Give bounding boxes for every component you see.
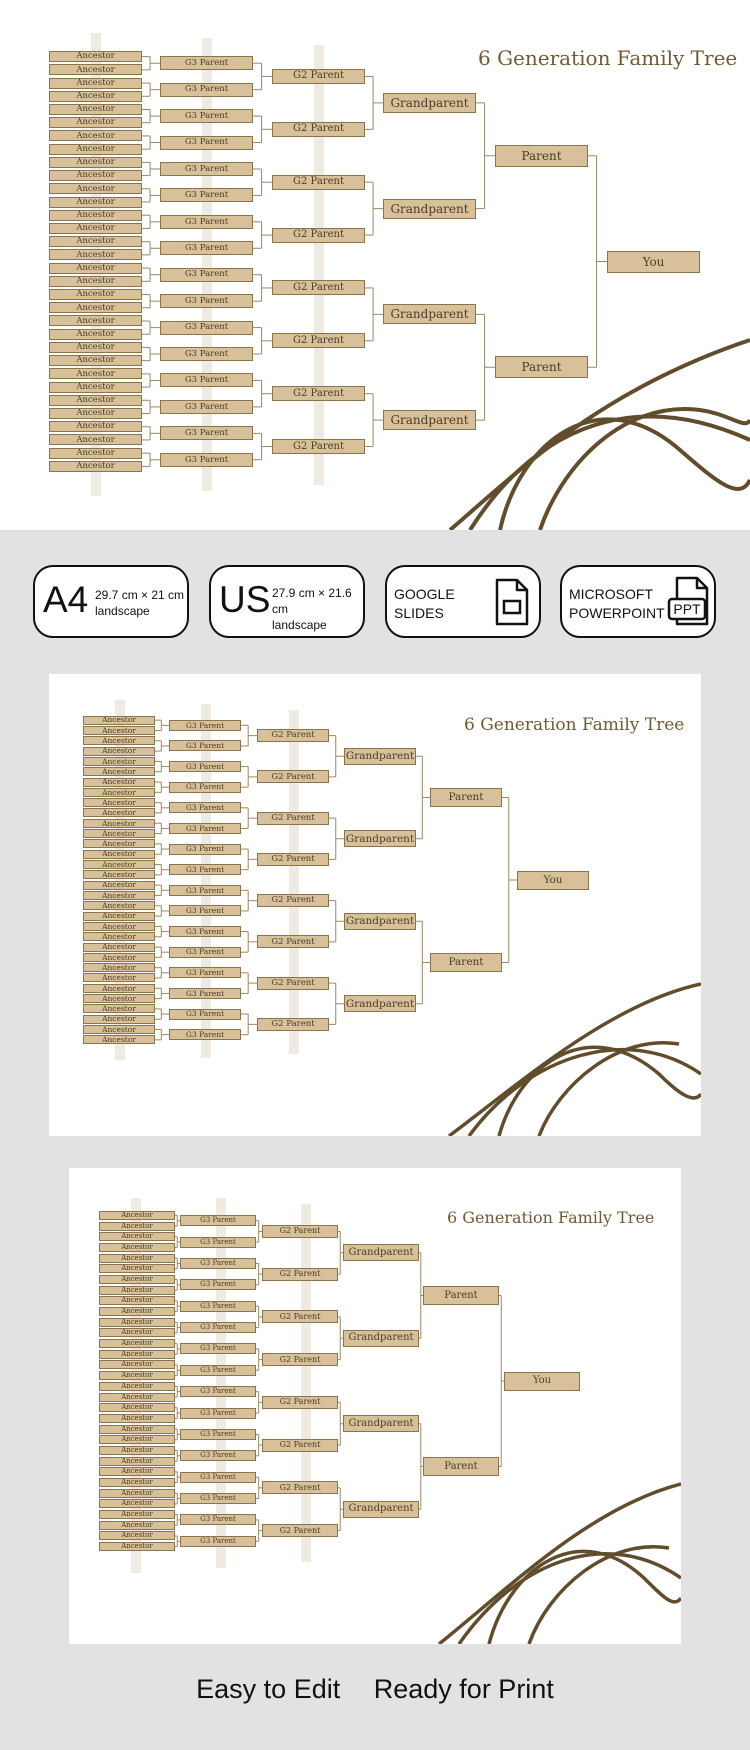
tree-node-ancestor: Ancestor [83, 860, 155, 869]
ppt-label-line2: POWERPOINT [569, 604, 665, 621]
tree-node-g3: G3 Parent [169, 864, 241, 875]
tree-node-ancestor: Ancestor [49, 78, 142, 89]
tree-node-ancestor: Ancestor [49, 395, 142, 406]
tree-node-grandparent: Grandparent [383, 199, 476, 219]
tree-node-ancestor: Ancestor [49, 421, 142, 432]
tree-node-you: You [607, 251, 700, 273]
tree-node-ancestor: Ancestor [49, 434, 142, 445]
tree-node-ancestor: Ancestor [49, 276, 142, 287]
tree-node-grandparent: Grandparent [343, 1501, 419, 1518]
hero-family-tree-preview [0, 0, 750, 530]
footer-ready-for-print: Ready for Print [373, 1674, 554, 1704]
tree-node-ancestor: Ancestor [99, 1542, 175, 1551]
tree-node-you: You [517, 871, 589, 890]
tree-node-g3: G3 Parent [160, 400, 253, 414]
tree-node-ancestor: Ancestor [99, 1307, 175, 1316]
tree-node-parent: Parent [495, 145, 588, 167]
tree-node-g2: G2 Parent [257, 894, 329, 907]
tree-node-grandparent: Grandparent [383, 304, 476, 324]
us-dimensions: 27.9 cm × 21.6 cm [272, 586, 352, 617]
tree-node-g2: G2 Parent [257, 770, 329, 783]
us-details [272, 585, 363, 634]
tree-node-g3: G3 Parent [160, 162, 253, 176]
tree-node-ancestor: Ancestor [83, 778, 155, 787]
tree-node-ancestor: Ancestor [83, 788, 155, 797]
tree-node-ancestor: Ancestor [83, 912, 155, 921]
tree-title: 6 Generation Family Tree [447, 1208, 655, 1227]
tree-node-ancestor: Ancestor [99, 1360, 175, 1369]
tree-title: 6 Generation Family Tree [478, 46, 738, 70]
tree-node-g2: G2 Parent [272, 280, 365, 295]
tree-node-g3: G3 Parent [180, 1536, 256, 1547]
tree-node-ancestor: Ancestor [49, 329, 142, 340]
tree-node-ancestor: Ancestor [49, 408, 142, 419]
us-format-badge [209, 565, 365, 638]
footer-taglines [0, 1674, 750, 1705]
tree-node-ancestor: Ancestor [83, 716, 155, 725]
tree-node-g3: G3 Parent [180, 1493, 256, 1504]
tree-node-g2: G2 Parent [262, 1353, 338, 1366]
tree-node-ancestor: Ancestor [83, 726, 155, 735]
tree-node-g3: G3 Parent [180, 1322, 256, 1333]
tree-node-ancestor: Ancestor [83, 932, 155, 941]
tree-node-ancestor: Ancestor [49, 461, 142, 472]
tree-node-ancestor: Ancestor [49, 368, 142, 379]
tree-node-ancestor: Ancestor [99, 1467, 175, 1476]
tree-node-g2: G2 Parent [257, 935, 329, 948]
tree-node-g2: G2 Parent [257, 812, 329, 825]
tree-node-g3: G3 Parent [169, 926, 241, 937]
tree-node-g2: G2 Parent [262, 1310, 338, 1323]
tree-node-ancestor: Ancestor [83, 891, 155, 900]
tree-node-you: You [504, 1372, 580, 1391]
a4-orientation: landscape [95, 604, 150, 619]
tree-node-ancestor: Ancestor [99, 1425, 175, 1434]
tree-node-g3: G3 Parent [160, 347, 253, 361]
tree-node-g3: G3 Parent [169, 947, 241, 958]
tree-node-ancestor: Ancestor [99, 1232, 175, 1241]
tree-node-ancestor: Ancestor [83, 767, 155, 776]
tree-node-ancestor: Ancestor [83, 870, 155, 879]
tree-node-ancestor: Ancestor [83, 901, 155, 910]
tree-node-ancestor: Ancestor [83, 757, 155, 766]
powerpoint-badge [560, 565, 716, 638]
tree-node-ancestor: Ancestor [49, 197, 142, 208]
tree-node-ancestor: Ancestor [99, 1350, 175, 1359]
tree-node-g3: G3 Parent [160, 136, 253, 150]
tree-node-parent: Parent [495, 356, 588, 378]
tree-node-ancestor: Ancestor [49, 130, 142, 141]
preview-card-a4 [49, 674, 701, 1136]
tree-node-ancestor: Ancestor [83, 819, 155, 828]
tree-node-ancestor: Ancestor [99, 1339, 175, 1348]
tree-node-g2: G2 Parent [257, 729, 329, 742]
tree-node-ancestor: Ancestor [99, 1211, 175, 1220]
tree-node-g3: G3 Parent [160, 241, 253, 255]
google-label-line2: SLIDES [394, 604, 444, 621]
tree-node-ancestor: Ancestor [99, 1531, 175, 1540]
ppt-icon-text: PPT [673, 601, 701, 617]
tree-node-ancestor: Ancestor [49, 263, 142, 274]
tree-node-g3: G3 Parent [180, 1429, 256, 1440]
tree-node-ancestor: Ancestor [99, 1435, 175, 1444]
tree-node-ancestor: Ancestor [83, 984, 155, 993]
tree-node-g3: G3 Parent [160, 268, 253, 282]
format-badges [0, 530, 750, 674]
tree-node-ancestor: Ancestor [83, 973, 155, 982]
tree-node-grandparent: Grandparent [343, 1330, 419, 1347]
tree-node-ancestor: Ancestor [83, 808, 155, 817]
tree-node-ancestor: Ancestor [99, 1478, 175, 1487]
tree-node-ancestor: Ancestor [99, 1264, 175, 1273]
tree-node-g3: G3 Parent [180, 1258, 256, 1269]
us-orientation: landscape [272, 618, 327, 633]
tree-node-ancestor: Ancestor [99, 1254, 175, 1263]
tree-node-g3: G3 Parent [180, 1237, 256, 1248]
tree-node-ancestor: Ancestor [99, 1222, 175, 1231]
tree-node-g3: G3 Parent [169, 720, 241, 731]
tree-node-g3: G3 Parent [160, 321, 253, 335]
tree-node-grandparent: Grandparent [343, 1415, 419, 1432]
tree-node-ancestor: Ancestor [83, 798, 155, 807]
tree-node-g2: G2 Parent [262, 1439, 338, 1452]
tree-node-g2: G2 Parent [272, 69, 365, 84]
tree-node-g3: G3 Parent [160, 83, 253, 97]
tree-node-ancestor: Ancestor [99, 1371, 175, 1380]
tree-node-ancestor: Ancestor [49, 355, 142, 366]
tree-node-g3: G3 Parent [169, 905, 241, 916]
tree-node-ancestor: Ancestor [83, 1015, 155, 1024]
tree-node-ancestor: Ancestor [49, 302, 142, 313]
tree-node-ancestor: Ancestor [49, 170, 142, 181]
tree-node-grandparent: Grandparent [344, 830, 416, 847]
google-slides-label [394, 585, 455, 623]
tree-node-ancestor: Ancestor [49, 448, 142, 459]
tree-node-ancestor: Ancestor [99, 1510, 175, 1519]
tree-node-ancestor: Ancestor [83, 994, 155, 1003]
tree-node-g2: G2 Parent [262, 1524, 338, 1537]
tree-node-g2: G2 Parent [262, 1225, 338, 1238]
tree-node-g3: G3 Parent [180, 1514, 256, 1525]
tree-node-g3: G3 Parent [160, 188, 253, 202]
tree-node-g3: G3 Parent [180, 1472, 256, 1483]
tree-node-ancestor: Ancestor [49, 157, 142, 168]
powerpoint-label [569, 585, 665, 623]
tree-node-ancestor: Ancestor [99, 1328, 175, 1337]
tree-node-ancestor: Ancestor [99, 1296, 175, 1305]
tree-node-ancestor: Ancestor [49, 51, 142, 62]
tree-node-g3: G3 Parent [169, 967, 241, 978]
tree-node-ancestor: Ancestor [83, 1004, 155, 1013]
tree-node-g3: G3 Parent [180, 1365, 256, 1376]
tree-node-parent: Parent [430, 953, 502, 972]
tree-node-g3: G3 Parent [160, 215, 253, 229]
tree-node-ancestor: Ancestor [83, 953, 155, 962]
tree-node-ancestor: Ancestor [99, 1489, 175, 1498]
tree-node-ancestor: Ancestor [83, 943, 155, 952]
tree-node-g2: G2 Parent [257, 853, 329, 866]
tree-node-ancestor: Ancestor [99, 1275, 175, 1284]
ppt-label-line1: MICROSOFT [569, 586, 653, 602]
tree-node-grandparent: Grandparent [344, 748, 416, 765]
tree-node-g3: G3 Parent [169, 782, 241, 793]
tree-node-ancestor: Ancestor [49, 144, 142, 155]
tree-node-ancestor: Ancestor [83, 922, 155, 931]
tree-node-g2: G2 Parent [272, 333, 365, 348]
tree-node-g2: G2 Parent [272, 439, 365, 454]
tree-node-g2: G2 Parent [262, 1481, 338, 1494]
tree-node-parent: Parent [423, 1286, 499, 1305]
tree-node-g3: G3 Parent [169, 988, 241, 999]
tree-node-g3: G3 Parent [160, 109, 253, 123]
tree-node-g3: G3 Parent [180, 1386, 256, 1397]
tree-node-ancestor: Ancestor [49, 315, 142, 326]
tree-node-ancestor: Ancestor [83, 1035, 155, 1044]
tree-node-ancestor: Ancestor [83, 736, 155, 745]
tree-node-ancestor: Ancestor [83, 963, 155, 972]
footer-easy-to-edit: Easy to Edit [196, 1674, 341, 1704]
tree-node-g3: G3 Parent [169, 802, 241, 813]
tree-node-ancestor: Ancestor [99, 1382, 175, 1391]
tree-node-g3: G3 Parent [180, 1343, 256, 1354]
tree-node-g3: G3 Parent [169, 740, 241, 751]
tree-node-grandparent: Grandparent [383, 93, 476, 113]
tree-node-ancestor: Ancestor [49, 342, 142, 353]
tree-node-ancestor: Ancestor [99, 1521, 175, 1530]
tree-node-ancestor: Ancestor [49, 236, 142, 247]
tree-node-ancestor: Ancestor [99, 1243, 175, 1252]
tree-node-ancestor: Ancestor [49, 91, 142, 102]
tree-title: 6 Generation Family Tree [464, 715, 685, 735]
tree-node-ancestor: Ancestor [99, 1457, 175, 1466]
tree-node-g2: G2 Parent [272, 122, 365, 137]
tree-node-g2: G2 Parent [257, 977, 329, 990]
tree-node-g3: G3 Parent [180, 1301, 256, 1312]
tree-node-g3: G3 Parent [180, 1279, 256, 1290]
google-slides-badge [385, 565, 541, 638]
a4-dimensions: 29.7 cm × 21 cm [95, 588, 185, 602]
tree-node-g3: G3 Parent [160, 373, 253, 387]
google-label-line1: GOOGLE [394, 586, 455, 602]
tree-node-ancestor: Ancestor [83, 839, 155, 848]
tree-node-ancestor: Ancestor [49, 104, 142, 115]
tree-node-g2: G2 Parent [272, 175, 365, 190]
tree-node-ancestor: Ancestor [83, 881, 155, 890]
google-slides-file-icon [494, 578, 530, 626]
tree-node-grandparent: Grandparent [343, 1244, 419, 1261]
tree-node-ancestor: Ancestor [99, 1286, 175, 1295]
tree-node-ancestor: Ancestor [49, 117, 142, 128]
tree-node-grandparent: Grandparent [344, 995, 416, 1012]
tree-node-g2: G2 Parent [272, 386, 365, 401]
tree-node-g3: G3 Parent [169, 761, 241, 772]
tree-node-g3: G3 Parent [160, 294, 253, 308]
tree-node-ancestor: Ancestor [49, 382, 142, 393]
tree-node-ancestor: Ancestor [49, 183, 142, 194]
tree-node-g3: G3 Parent [169, 844, 241, 855]
us-size-label: US [219, 579, 271, 620]
tree-node-ancestor: Ancestor [99, 1403, 175, 1412]
a4-size-label: A4 [43, 579, 89, 620]
tree-node-g3: G3 Parent [169, 1009, 241, 1020]
tree-node-g3: G3 Parent [169, 1029, 241, 1040]
powerpoint-file-icon [667, 576, 711, 628]
tree-node-grandparent: Grandparent [383, 410, 476, 430]
tree-node-ancestor: Ancestor [49, 223, 142, 234]
tree-node-ancestor: Ancestor [83, 829, 155, 838]
tree-node-g3: G3 Parent [160, 426, 253, 440]
preview-card-us [69, 1168, 681, 1644]
tree-node-parent: Parent [423, 1457, 499, 1476]
tree-node-g3: G3 Parent [180, 1215, 256, 1226]
a4-details [95, 587, 184, 619]
tree-node-g3: G3 Parent [180, 1408, 256, 1419]
tree-node-ancestor: Ancestor [83, 747, 155, 756]
tree-node-g3: G3 Parent [160, 453, 253, 467]
tree-node-ancestor: Ancestor [99, 1318, 175, 1327]
a4-format-badge [33, 565, 189, 638]
tree-node-ancestor: Ancestor [49, 289, 142, 300]
tree-node-g3: G3 Parent [169, 885, 241, 896]
tree-node-ancestor: Ancestor [49, 210, 142, 221]
tree-node-ancestor: Ancestor [99, 1499, 175, 1508]
tree-node-ancestor: Ancestor [49, 64, 142, 75]
tree-node-grandparent: Grandparent [344, 913, 416, 930]
tree-node-g3: G3 Parent [169, 823, 241, 834]
tree-node-ancestor: Ancestor [99, 1393, 175, 1402]
tree-node-g2: G2 Parent [257, 1018, 329, 1031]
tree-node-g3: G3 Parent [160, 56, 253, 70]
tree-node-g2: G2 Parent [262, 1396, 338, 1409]
tree-node-ancestor: Ancestor [83, 1025, 155, 1034]
tree-node-ancestor: Ancestor [49, 249, 142, 260]
tree-node-g2: G2 Parent [272, 228, 365, 243]
tree-node-ancestor: Ancestor [83, 850, 155, 859]
tree-node-ancestor: Ancestor [99, 1414, 175, 1423]
tree-node-parent: Parent [430, 788, 502, 807]
tree-node-ancestor: Ancestor [99, 1446, 175, 1455]
tree-node-g2: G2 Parent [262, 1268, 338, 1281]
tree-node-g3: G3 Parent [180, 1450, 256, 1461]
